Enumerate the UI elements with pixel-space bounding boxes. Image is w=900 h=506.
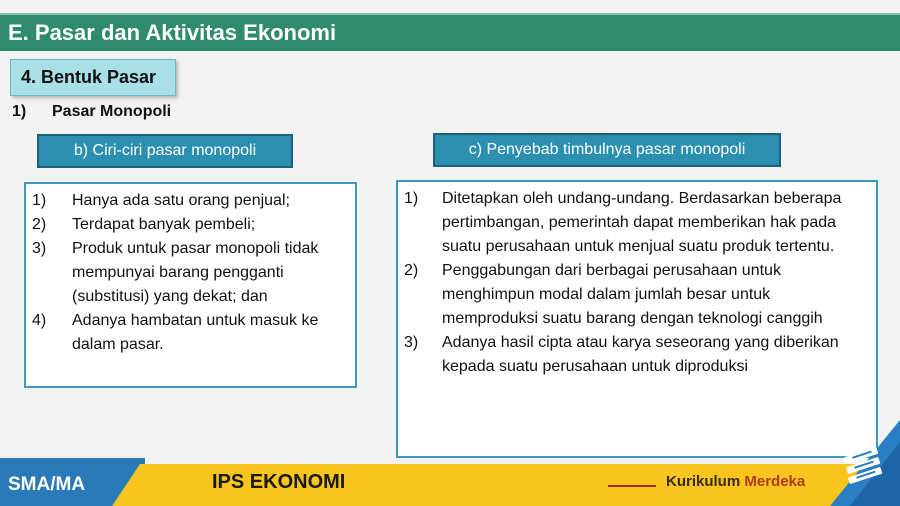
books-icon — [830, 412, 900, 506]
list-item-number: 1) — [404, 190, 419, 207]
list-item-number: 2) — [32, 216, 47, 233]
left-panel-list — [24, 182, 357, 388]
list-item-text: Terdapat banyak pembeli; — [72, 216, 256, 233]
footer-stripe — [0, 458, 145, 464]
list-item-number: 2) — [404, 262, 419, 279]
sub-heading-number: 1) — [12, 103, 27, 120]
footer-subject: IPS EKONOMI — [212, 471, 346, 493]
sub-heading — [12, 103, 171, 121]
list-item-text: Hanya ada satu orang penjual; — [72, 192, 290, 209]
slide-title: E. Pasar dan Aktivitas Ekonomi — [0, 13, 900, 51]
footer-level: SMA/MA — [8, 474, 86, 495]
list-item — [404, 259, 870, 331]
footer-bar — [0, 458, 900, 506]
list-item-number: 1) — [32, 192, 47, 209]
list-item-text: Penggabungan dari berbagai perusahaan untuk menghimpun modal dalam jumlah besar untuk memproduksi suatu barang dengan teknologi canggih — [442, 262, 823, 327]
footer-divider — [608, 485, 656, 487]
list-item-text: Adanya hambatan untuk masuk ke dalam pasar. — [72, 312, 319, 353]
left-panel-label: b) Ciri-ciri pasar monopoli — [37, 134, 293, 168]
right-panel-label: c) Penyebab timbulnya pasar monopoli — [433, 133, 781, 167]
list-item-text: Ditetapkan oleh undang-undang. Berdasarkan beberapa pertimbangan, pemerintah dapat memberikan hak pada suatu perusahaan untuk menjual suatu produk tertentu. — [442, 190, 842, 255]
list-item-number: 4) — [32, 312, 47, 329]
list-item — [32, 237, 349, 309]
list-item-number: 3) — [404, 334, 419, 351]
curriculum-label — [666, 473, 805, 490]
list-item-text: Produk untuk pasar monopoli tidak mempunyai barang pengganti (substitusi) yang dekat; dan — [72, 240, 319, 305]
list-item — [32, 309, 349, 357]
list-item — [32, 189, 349, 213]
list-item-text: Adanya hasil cipta atau karya seseorang yang diberikan kepada suatu perusahaan untuk diproduksi — [442, 334, 839, 375]
curriculum-word2: Merdeka — [744, 473, 806, 490]
section-title: 4. Bentuk Pasar — [10, 59, 176, 96]
list-item — [404, 187, 870, 259]
list-item — [404, 331, 870, 379]
right-panel-list — [396, 180, 878, 458]
curriculum-word1: Kurikulum — [666, 473, 741, 490]
sub-heading-text: Pasar Monopoli — [52, 103, 172, 120]
list-item-number: 3) — [32, 240, 47, 257]
list-item — [32, 213, 349, 237]
